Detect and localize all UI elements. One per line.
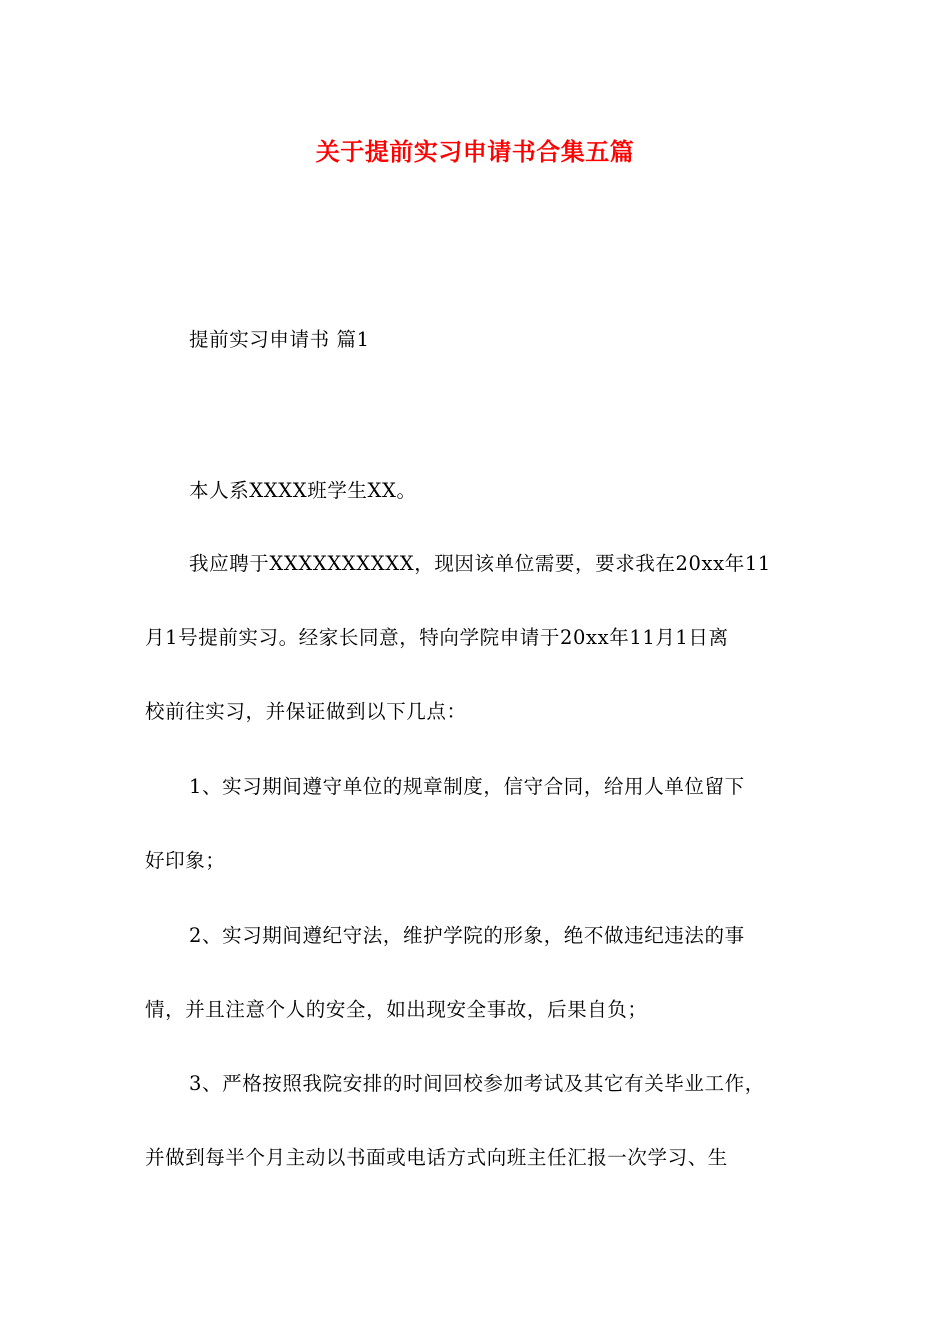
- paragraph-line: 本人系XXXX班学生XX。: [189, 479, 417, 502]
- paragraph-line: 3、严格按照我院安排的时间回校参加考试及其它有关毕业工作，: [189, 1072, 765, 1095]
- paragraph-line: 情，并且注意个人的安全，如出现安全事故，后果自负；: [145, 998, 648, 1021]
- section-heading: 提前实习申请书 篇1: [189, 328, 370, 351]
- paragraph-line: 好印象；: [145, 849, 226, 872]
- document-title: 关于提前实习申请书合集五篇: [315, 137, 635, 166]
- paragraph-line: 2、实习期间遵纪守法，维护学院的形象，绝不做违纪违法的事: [189, 924, 745, 947]
- paragraph-line: 并做到每半个月主动以书面或电话方式向班主任汇报一次学习、生: [145, 1146, 728, 1169]
- paragraph-line: 1、实习期间遵守单位的规章制度，信守合同，给用人单位留下: [189, 775, 745, 798]
- paragraph-line: 校前往实习，并保证做到以下几点：: [145, 700, 467, 723]
- paragraph-line: 我应聘于XXXXXXXXXX，现因该单位需要，要求我在20xx年11: [189, 552, 771, 575]
- paragraph-line: 月1号提前实习。经家长同意，特向学院申请于20xx年11月1日离: [145, 626, 729, 649]
